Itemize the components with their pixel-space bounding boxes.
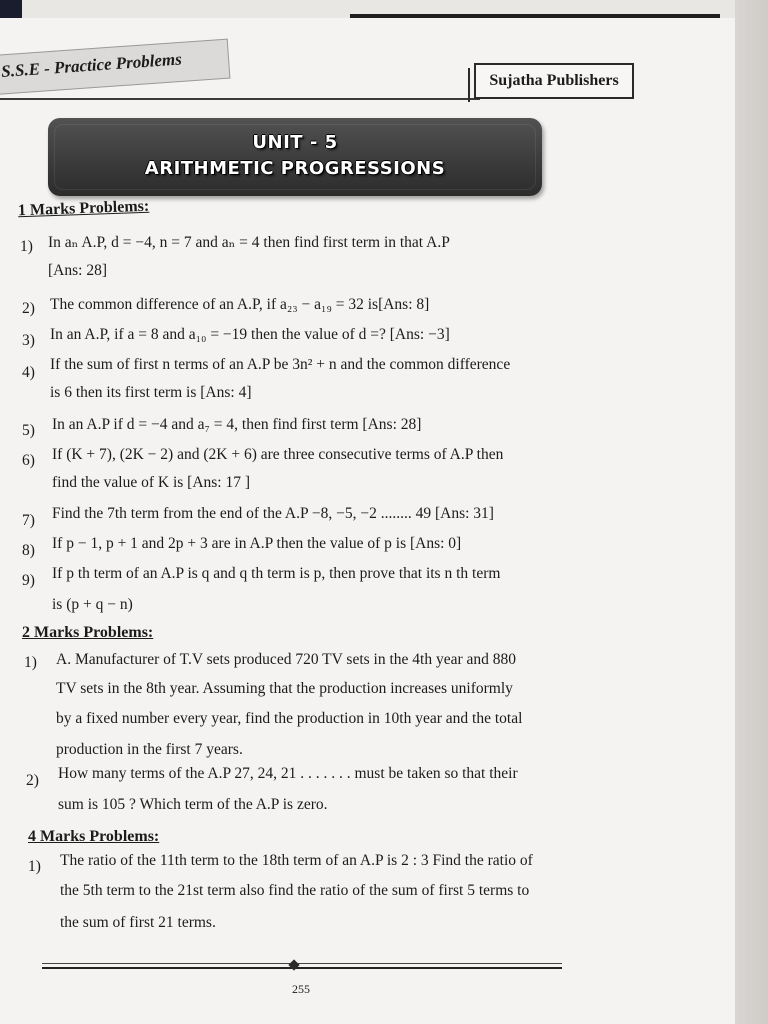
question-line: is (p + q − n): [52, 596, 133, 613]
question-line: by a fixed number every year, find the production in 10th year and the total: [56, 710, 523, 727]
question-line: is 6 then its first term is [Ans: 4]: [50, 384, 252, 401]
top-rule: [350, 14, 720, 18]
question-line: the sum of first 21 terms.: [60, 914, 216, 931]
question-line: TV sets in the 8th year. Assuming that the production increases uniformly: [56, 680, 513, 697]
question-number: 1): [20, 238, 33, 255]
question-number: 1): [28, 858, 41, 875]
page-number: 255: [292, 982, 310, 996]
question-line: In an A.P, if a = 8 and a₁₀ = −19 then the value of d =? [Ans: −3]: [50, 326, 450, 343]
publisher-label: [474, 63, 634, 99]
question-number: 1): [24, 654, 37, 671]
question-number: 9): [22, 572, 35, 589]
question-line: If (K + 7), (2K − 2) and (2K + 6) are three consecutive terms of A.P then: [52, 446, 504, 463]
question-number: 4): [22, 364, 35, 381]
question-line: Find the 7th term from the end of the A.P −8, −5, −2 ........ 49 [Ans: 31]: [52, 505, 494, 522]
question-line: sum is 105 ? Which term of the A.P is zero.: [58, 796, 328, 813]
question-line: production in the first 7 years.: [56, 741, 243, 758]
question-line: In an A.P if d = −4 and a₇ = 4, then find first term [Ans: 28]: [52, 416, 422, 433]
section-title-1-mark: 1 Marks Problems:: [17, 197, 150, 220]
question-line: A. Manufacturer of T.V sets produced 720 TV sets in the 4th year and 880: [56, 651, 517, 668]
question-number: 6): [22, 452, 35, 469]
question-line: find the value of K is [Ans: 17 ]: [52, 474, 251, 491]
unit-topic: ARITHMETIC PROGRESSIONS: [144, 158, 446, 179]
publisher-text: Sujatha Publishers: [489, 72, 619, 89]
question-line: [Ans: 28]: [48, 262, 107, 279]
section-title-4-mark: 4 Marks Problems:: [28, 828, 160, 845]
question-number: 2): [26, 772, 39, 789]
question-number: 8): [22, 542, 35, 559]
unit-banner: [48, 118, 542, 196]
unit-number: UNIT - 5: [252, 132, 338, 153]
question-number: 3): [22, 332, 35, 349]
footer-rule: [42, 963, 562, 964]
question-line: In aₙ A.P, d = −4, n = 7 and aₙ = 4 then find first term in that A.P: [48, 234, 450, 251]
question-line: If the sum of first n terms of an A.P be 3n² + n and the common difference: [50, 356, 511, 373]
question-line: How many terms of the A.P 27, 24, 21 . . . . . . . must be taken so that their: [58, 765, 518, 782]
footer-rule-thick: [42, 967, 562, 969]
question-line: The common difference of an A.P, if a₂₃ − a₁₉ = 32 is[Ans: 8]: [50, 296, 430, 313]
question-number: 7): [22, 512, 35, 529]
question-line: If p − 1, p + 1 and 2p + 3 are in A.P then the value of p is [Ans: 0]: [52, 535, 462, 552]
header-rule: [0, 98, 480, 100]
question-number: 2): [22, 300, 35, 317]
page-edge-shadow: [735, 0, 768, 1024]
question-line: The ratio of the 11th term to the 18th term of an A.P is 2 : 3 Find the ratio of: [60, 852, 533, 869]
section-title-2-mark: 2 Marks Problems:: [22, 624, 154, 641]
question-number: 5): [22, 422, 35, 439]
header-title: S.S.E - Practice Problems: [0, 49, 183, 82]
question-line: If p th term of an A.P is q and q th term is p, then prove that its n th term: [52, 565, 501, 582]
question-line: the 5th term to the 21st term also find the ratio of the sum of first 5 terms to: [60, 882, 530, 899]
